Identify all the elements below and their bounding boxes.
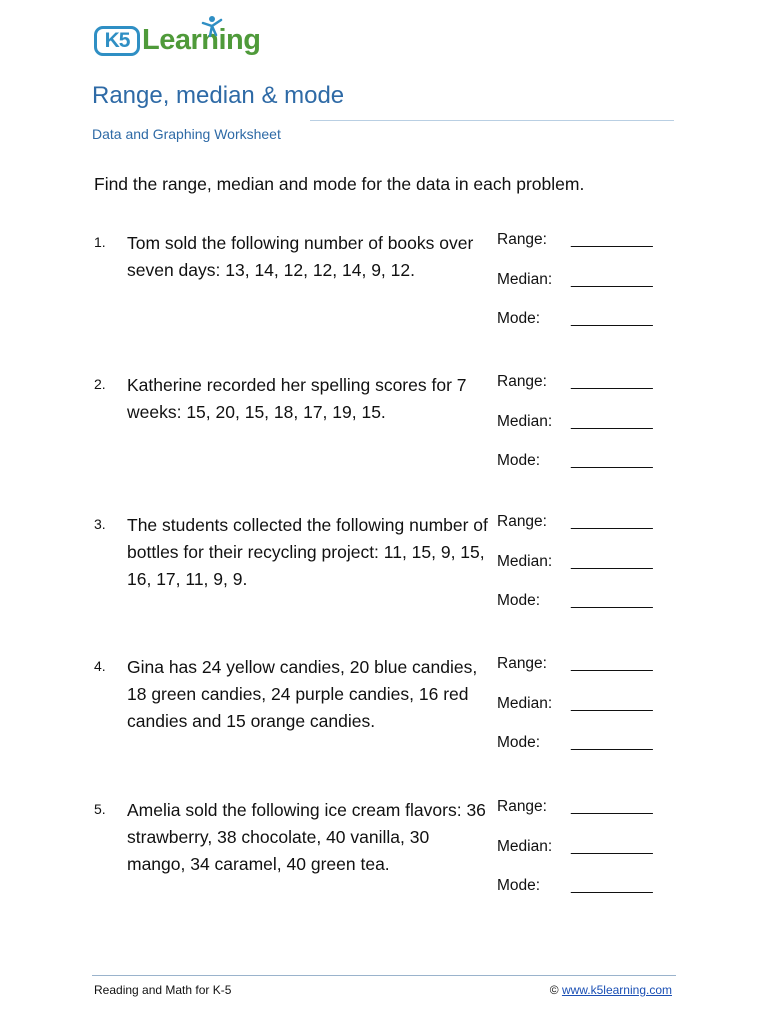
answer-block xyxy=(497,513,677,632)
median-label: Median: xyxy=(497,270,553,288)
median-blank: __________ xyxy=(571,412,653,430)
median-label: Median: xyxy=(497,694,553,712)
median-answer xyxy=(497,553,677,593)
range-blank: __________ xyxy=(571,231,653,248)
range-answer xyxy=(497,231,677,271)
header-divider xyxy=(310,120,674,121)
k5-learning-logo xyxy=(94,14,264,60)
range-blank: __________ xyxy=(571,655,653,672)
median-answer xyxy=(497,695,677,735)
range-answer xyxy=(497,373,677,413)
mode-blank: __________ xyxy=(571,592,653,609)
range-blank: __________ xyxy=(571,513,653,530)
range-label: Range: xyxy=(497,373,547,390)
mode-blank: __________ xyxy=(571,734,653,751)
footer-tagline: Reading and Math for K-5 xyxy=(94,983,232,997)
median-answer xyxy=(497,413,677,453)
mode-blank: __________ xyxy=(571,452,653,469)
mode-answer xyxy=(497,592,677,632)
median-blank: __________ xyxy=(571,694,653,712)
mode-blank: __________ xyxy=(571,310,653,327)
website-link[interactable]: www.k5learning.com xyxy=(561,983,672,997)
range-blank: __________ xyxy=(571,798,653,815)
copyright-symbol: © xyxy=(549,983,559,997)
problem-text: Katherine recorded her spelling scores for 7 weeks: 15, 20, 15, 18, 17, 19, 15. xyxy=(127,375,467,422)
range-label: Range: xyxy=(497,655,547,672)
problem-number: 4. xyxy=(94,658,106,674)
problem-text: The students collected the following number of bottles for their recycling project: 11, 15, 9, 15, 16, 17, 11, 9, 9. xyxy=(127,515,488,589)
mode-blank: __________ xyxy=(571,877,653,894)
range-blank: __________ xyxy=(571,373,653,390)
answer-block xyxy=(497,373,677,492)
instructions: Find the range, median and mode for the data in each problem. xyxy=(94,174,585,194)
median-label: Median: xyxy=(497,552,553,570)
answer-block xyxy=(497,798,677,917)
answer-block xyxy=(497,231,677,350)
mode-answer xyxy=(497,452,677,492)
median-blank: __________ xyxy=(571,552,653,570)
problem-number: 3. xyxy=(94,516,106,532)
median-blank: __________ xyxy=(571,270,653,288)
mode-label: Mode: xyxy=(497,452,541,469)
mode-answer xyxy=(497,877,677,917)
footer-divider xyxy=(92,975,676,976)
problem-text: Amelia sold the following ice cream flavors: 36 strawberry, 38 chocolate, 40 vanilla, 30 mango, 34 caramel, 40 green tea. xyxy=(127,800,486,874)
median-label: Median: xyxy=(497,837,553,855)
problem-text: Tom sold the following number of books over seven days: 13, 14, 12, 12, 14, 9, 12. xyxy=(127,233,474,280)
mode-label: Mode: xyxy=(497,734,541,751)
mode-label: Mode: xyxy=(497,877,541,894)
range-answer xyxy=(497,655,677,695)
median-answer xyxy=(497,838,677,878)
range-answer xyxy=(497,513,677,553)
mode-answer xyxy=(497,734,677,774)
problem-number: 1. xyxy=(94,234,106,250)
brand-wordmark: Learning xyxy=(142,24,261,56)
problem-number: 5. xyxy=(94,801,106,817)
k5-badge: K5 xyxy=(94,26,140,56)
problem-text: Gina has 24 yellow candies, 20 blue candies, 18 green candies, 24 purple candies, 16 red candies and 15 orange candies. xyxy=(127,657,478,731)
mode-label: Mode: xyxy=(497,310,541,327)
median-label: Median: xyxy=(497,412,553,430)
median-blank: __________ xyxy=(571,837,653,855)
median-answer xyxy=(497,271,677,311)
mode-label: Mode: xyxy=(497,592,541,609)
footer-copyright xyxy=(550,983,672,997)
range-label: Range: xyxy=(497,231,547,248)
mode-answer xyxy=(497,310,677,350)
range-label: Range: xyxy=(497,513,547,530)
page-title: Range, median & mode xyxy=(92,82,345,109)
page-subtitle: Data and Graphing Worksheet xyxy=(92,126,281,142)
problem-number: 2. xyxy=(94,376,106,392)
range-answer xyxy=(497,798,677,838)
jumping-figure-icon xyxy=(200,14,224,38)
range-label: Range: xyxy=(497,798,547,815)
answer-block xyxy=(497,655,677,774)
